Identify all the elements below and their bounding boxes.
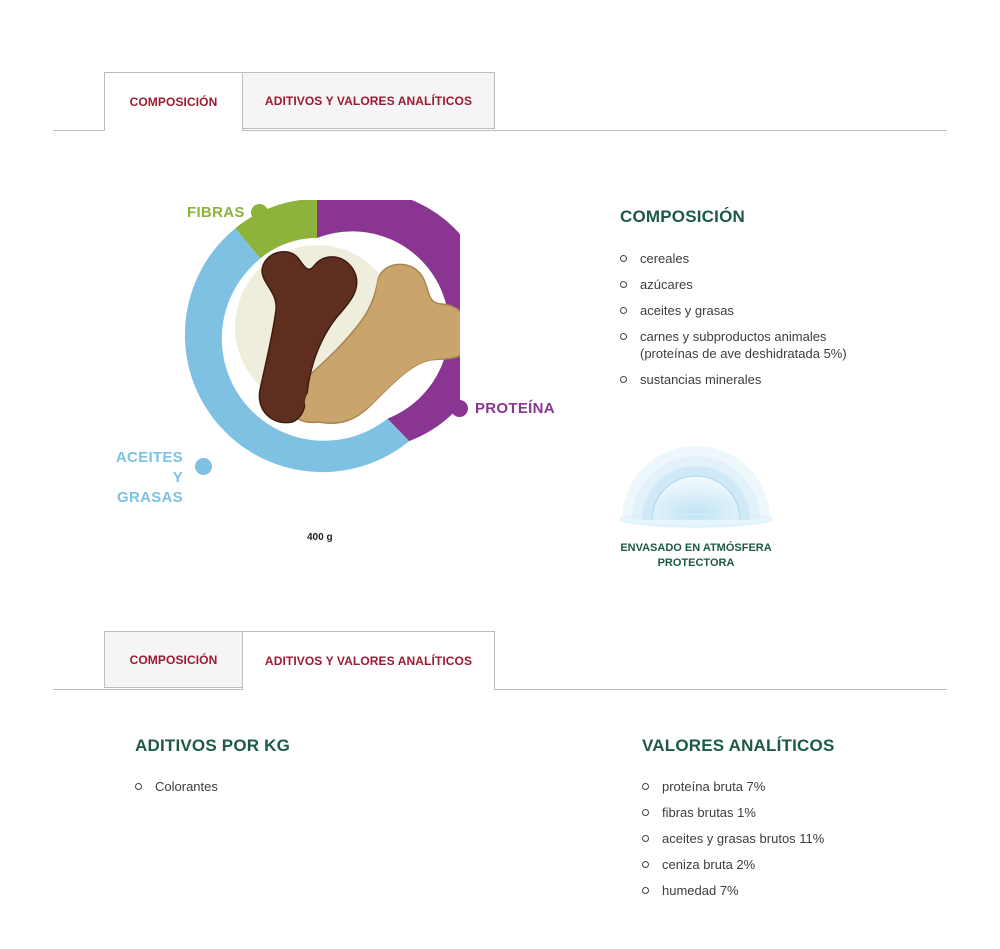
atmosfera-line1: ENVASADO EN ATMÓSFERA (620, 542, 772, 554)
list-item: ceniza bruta 2% (642, 856, 942, 873)
tab-composicion[interactable]: COMPOSICIÓN (104, 72, 243, 131)
valores-title: VALORES ANALÍTICOS (642, 736, 835, 755)
label-fibras: FIBRAS (187, 204, 245, 221)
tab-aditivos[interactable]: ADITIVOS Y VALORES ANALÍTICOS (242, 631, 495, 690)
list-item-continuation: (proteínas de ave deshidratada 5%) (640, 346, 847, 361)
atmosfera-line2: PROTECTORA (657, 557, 735, 569)
dot-fibras-icon (251, 204, 268, 221)
valores-list (642, 778, 942, 908)
label-proteina: PROTEÍNA (475, 400, 555, 417)
list-item: proteína bruta 7% (642, 778, 942, 795)
list-item: carnes y subproductos animales (620, 328, 920, 345)
tab-composicion[interactable]: COMPOSICIÓN (104, 631, 243, 688)
weight-label: 400 g (307, 532, 333, 543)
list-item: aceites y grasas brutos 11% (642, 830, 942, 847)
label-aceites-line2: Y GRASAS (117, 469, 183, 506)
atmosfera-caption (606, 541, 786, 571)
tab-aditivos[interactable]: ADITIVOS Y VALORES ANALÍTICOS (242, 72, 495, 129)
list-item: sustancias minerales (620, 371, 920, 388)
composition-donut (180, 200, 460, 500)
dot-aceites-icon (195, 458, 212, 475)
composicion-title: COMPOSICIÓN (620, 207, 745, 226)
aditivos-list (135, 778, 435, 804)
tabs-bottom (53, 631, 947, 690)
dome-icon (618, 440, 774, 535)
aditivos-title: ADITIVOS POR KG (135, 736, 291, 755)
label-aceites-line1: ACEITES (115, 449, 183, 466)
list-item: aceites y grasas (620, 302, 920, 319)
list-item: humedad 7% (642, 882, 942, 899)
list-item: cereales (620, 250, 920, 267)
composicion-list (620, 250, 920, 397)
list-item: azúcares (620, 276, 920, 293)
tabs-top (53, 72, 947, 131)
dot-proteina-icon (451, 400, 468, 417)
list-item: Colorantes (135, 778, 435, 795)
label-aceites (106, 448, 183, 508)
list-item: fibras brutas 1% (642, 804, 942, 821)
